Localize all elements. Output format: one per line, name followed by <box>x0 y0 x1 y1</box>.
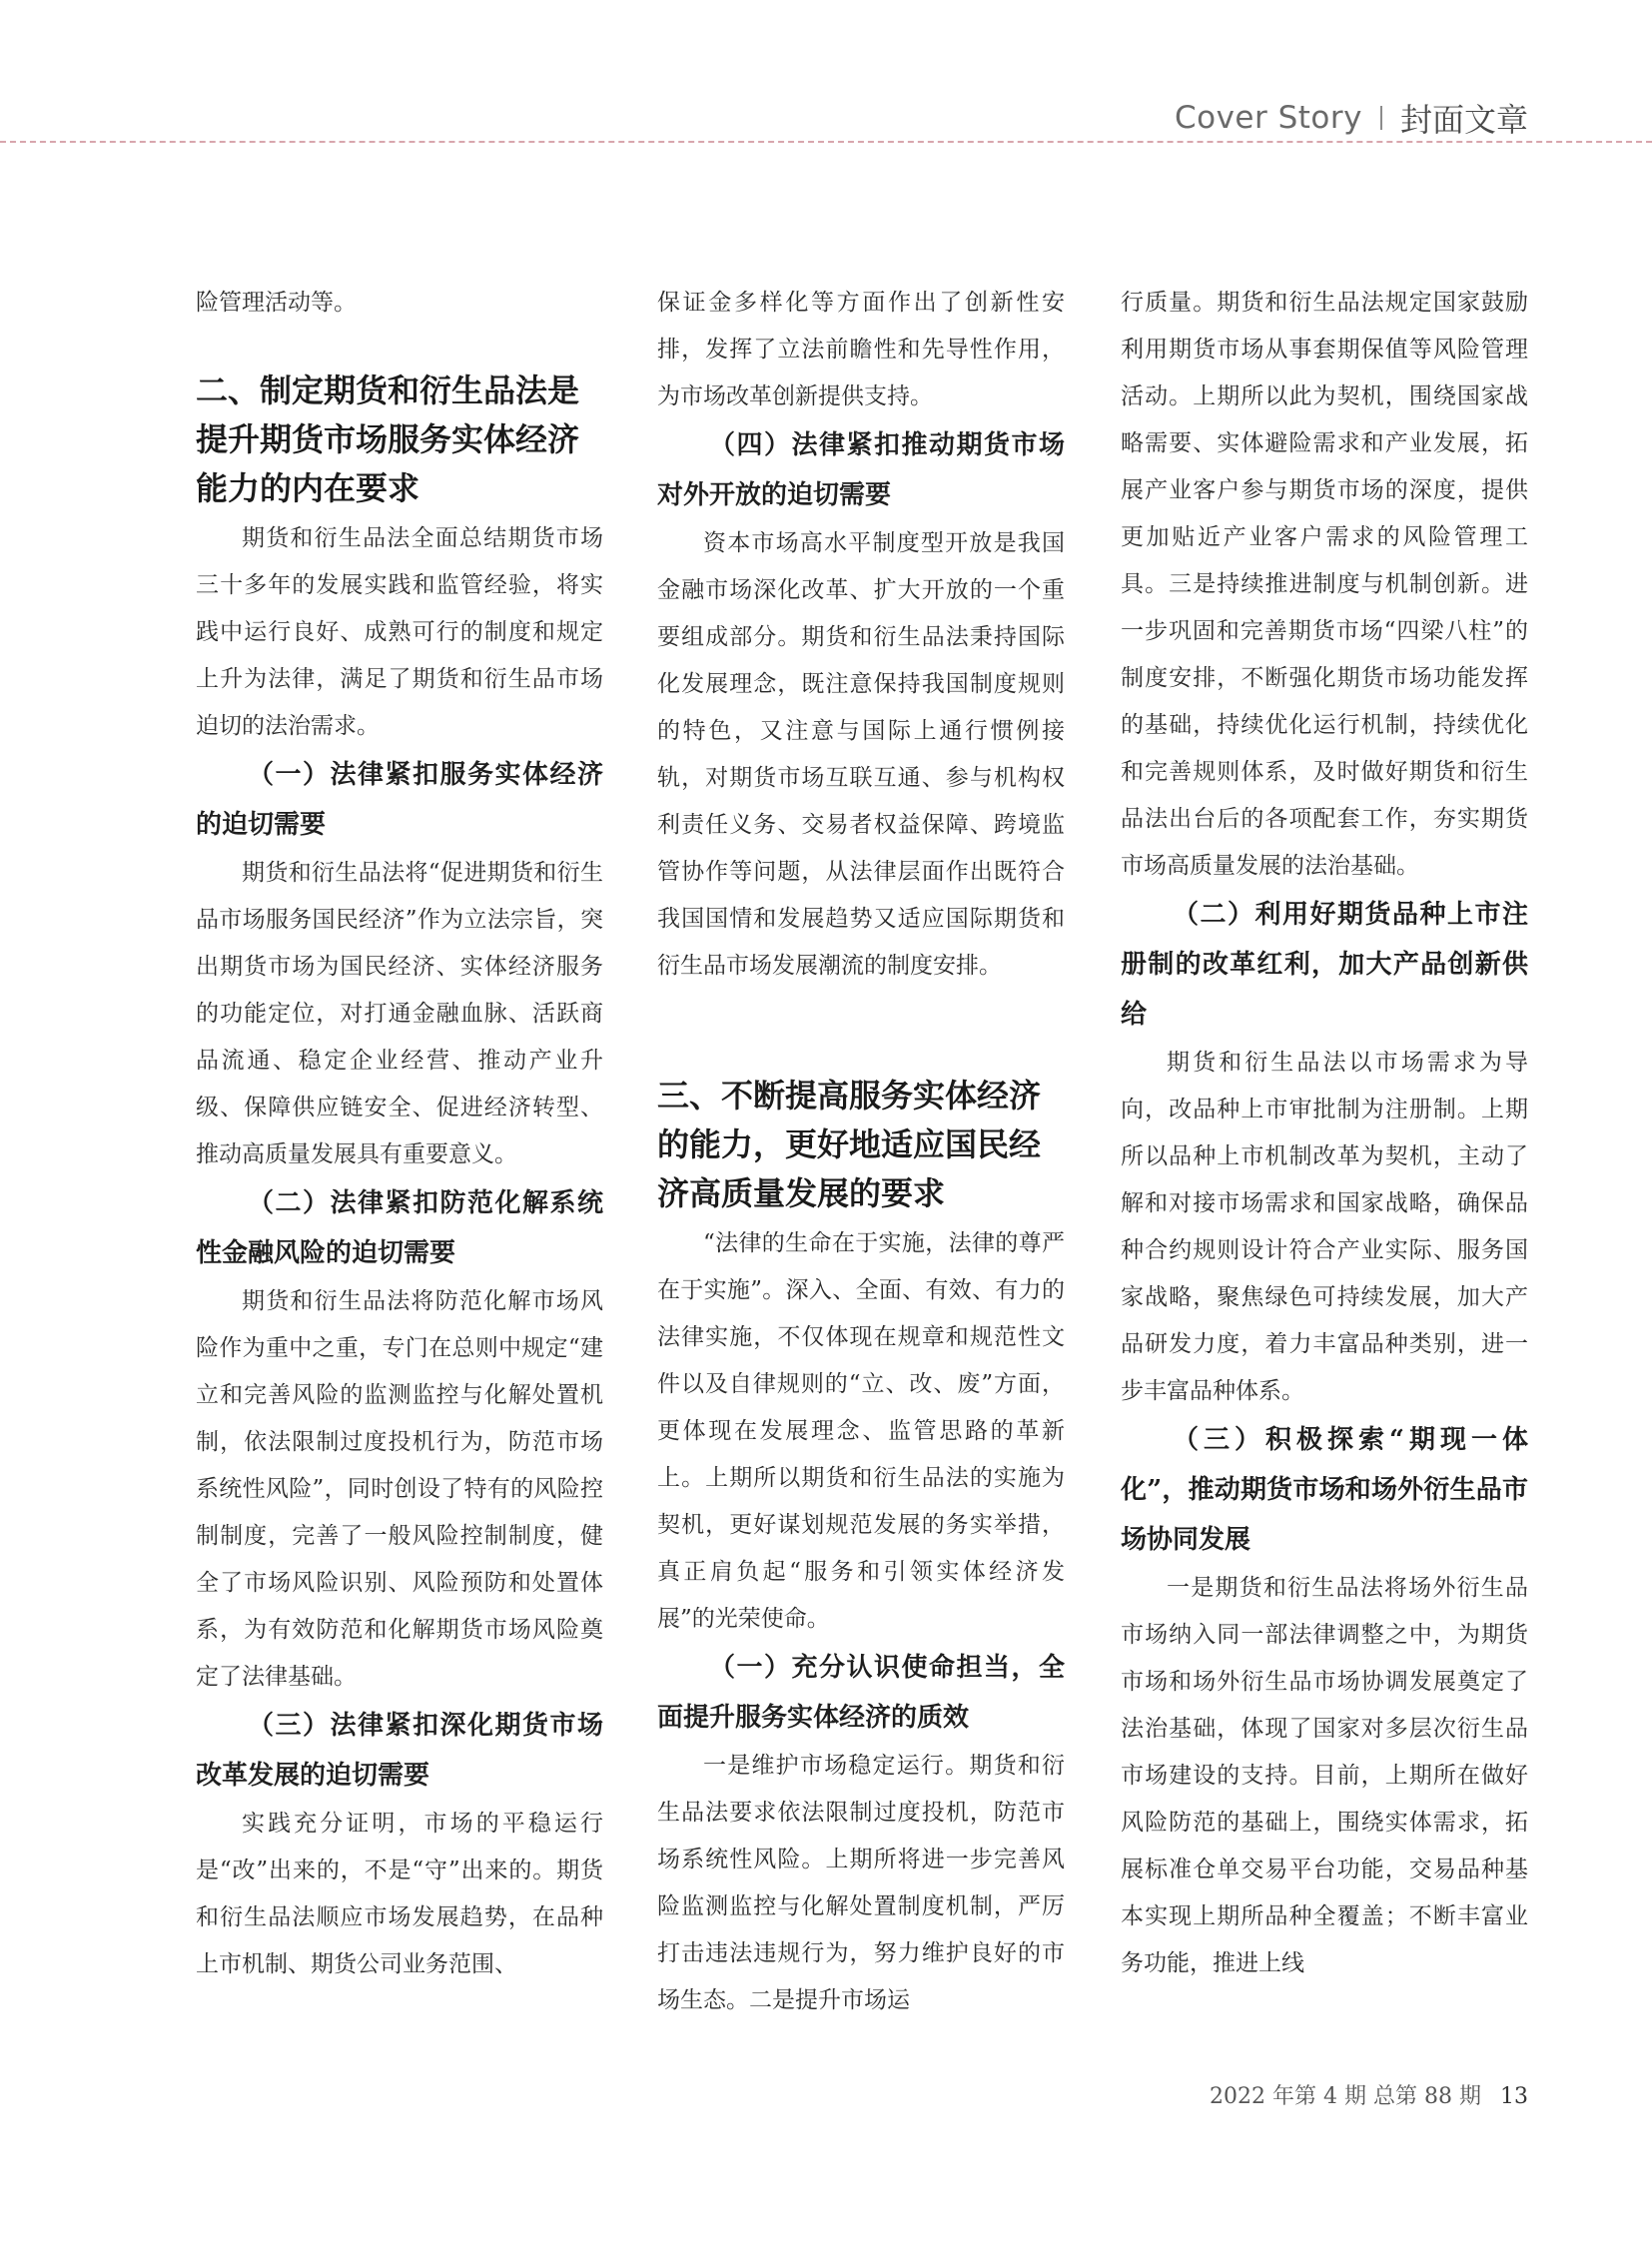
header-divider <box>1380 106 1382 130</box>
body-paragraph: 实践充分证明，市场的平稳运行是“改”出来的，不是“守”出来的。期货和衍生品法顺应市场发展趋势，在品种上市机制、期货公司业务范围、 <box>196 1811 603 1977</box>
body-paragraph: 一是期货和衍生品法将场外衍生品市场纳入同一部法律调整之中，为期货市场和场外衍生品市场协调发展奠定了法治基础，体现了国家对多层次衍生品市场建设的支持。目前，上期所在做好风险防范的基础上，围绕实体需求，拓展标准仓单交易平台功能，交易品种基本实现上期所品种全覆盖；不断丰富业务功能，推进上线 <box>1121 1575 1528 1976</box>
article-column-3 <box>1121 280 1528 2017</box>
page-number: 13 <box>1500 2084 1528 2109</box>
body-paragraph: “法律的生命在于实施，法律的尊严在于实施”。深入、全面、有效、有力的法律实施，不仅体现在规章和规范性文件以及自律规则的“立、改、废”方面，更体现在发展理念、监管思路的革新上。上期所以期货和衍生品法的实施为契机，更好谋划规范发展的务实举措，真正肩负起“服务和引领实体经济发展”的光荣使命。 <box>657 1230 1065 1632</box>
body-paragraph: 资本市场高水平制度型开放是我国金融市场深化改革、扩大开放的一个重要组成部分。期货和衍生品法秉持国际化发展理念，既注意保持我国制度规则的特色，又注意与国际上通行惯例接轨，对期货市场互联互通、参与机构权利责任义务、交易者权益保障、跨境监管协作等问题，从法律层面作出既符合我国国情和发展趋势又适应国际期货和衍生品市场发展潮流的制度安排。 <box>657 530 1065 979</box>
body-paragraph: 保证金多样化等方面作出了创新性安排，发挥了立法前瞻性和先导性作用，为市场改革创新提供支持。 <box>657 290 1065 409</box>
header-dashed-rule <box>0 141 1652 143</box>
body-paragraph: 期货和衍生品法以市场需求为导向，改品种上市审批制为注册制。上期所以品种上市机制改革为契机，主动了解和对接市场需求和国家战略，确保品种合约规则设计符合产业实际、服务国家战略，聚焦绿色可持续发展，加大产品研发力度，着力丰富品种类别，进一步丰富品种体系。 <box>1121 1050 1528 1404</box>
body-paragraph: 期货和衍生品法将“促进期货和衍生品市场服务国民经济”作为立法宗旨，突出期货市场为国民经济、实体经济服务的功能定位，对打通金融血脉、活跃商品流通、稳定企业经营、推动产业升级、保障供应链安全、促进经济转型、推动高质量发展具有重要意义。 <box>196 860 603 1167</box>
subsection-heading: （三）积极探索“期现一体化”，推动期货市场和场外衍生品市场协同发展 <box>1121 1425 1528 1555</box>
page-footer <box>1210 2079 1528 2110</box>
body-paragraph: 期货和衍生品法将防范化解市场风险作为重中之重，专门在总则中规定“建立和完善风险的监测监控与化解处置机制，依法限制过度投机行为，防范市场系统性风险”，同时创设了特有的风险控制制度，完善了一般风险控制制度，健全了市场风险识别、风险预防和处置体系，为有效防范和化解期货市场风险奠定了法律基础。 <box>196 1288 603 1690</box>
subsection-heading: （三）法律紧扣深化期货市场改革发展的迫切需要 <box>196 1711 603 1791</box>
body-paragraph: 一是维护市场稳定运行。期货和衍生品法要求依法限制过度投机，防范市场系统性风险。上期所将进一步完善风险监测监控与化解处置制度机制，严厉打击违法违规行为，努力维护良好的市场生态。二是提升市场运 <box>657 1753 1065 2013</box>
body-paragraph: 险管理活动等。 <box>196 290 357 316</box>
subsection-heading: （二）法律紧扣防范化解系统性金融风险的迫切需要 <box>196 1188 603 1268</box>
body-paragraph: 期货和衍生品法全面总结期货市场三十多年的发展实践和监管经验，将实践中运行良好、成熟可行的制度和规定上升为法律，满足了期货和衍生品市场迫切的法治需求。 <box>196 525 603 739</box>
article-column-2 <box>657 280 1065 2017</box>
subsection-heading: （一）法律紧扣服务实体经济的迫切需要 <box>196 760 603 840</box>
subsection-heading: （一）充分认识使命担当，全面提升服务实体经济的质效 <box>657 1653 1065 1733</box>
section-title-cn: 封面文章 <box>1399 101 1528 139</box>
subsection-heading: （二）利用好期货品种上市注册制的改革红利，加大产品创新供给 <box>1121 900 1528 1030</box>
article-column-1 <box>196 280 603 2017</box>
section-header <box>1175 96 1528 140</box>
section-title-en: Cover Story <box>1174 100 1362 136</box>
section-heading: 三、不断提高服务实体经济的能力，更好地适应国民经济高质量发展的要求 <box>657 1077 1042 1212</box>
subsection-heading: （四）法律紧扣推动期货市场对外开放的迫切需要 <box>657 430 1065 510</box>
section-heading: 二、制定期货和衍生品法是提升期货市场服务实体经济能力的内在要求 <box>196 372 580 507</box>
issue-info: 2022 年第 4 期 总第 88 期 <box>1210 2084 1481 2109</box>
body-paragraph: 行质量。期货和衍生品法规定国家鼓励利用期货市场从事套期保值等风险管理活动。上期所以此为契机，围绕国家战略需要、实体避险需求和产业发展，拓展产业客户参与期货市场的深度，提供更加贴近产业客户需求的风险管理工具。三是持续推进制度与机制创新。进一步巩固和完善期货市场“四梁八柱”的制度安排，不断强化期货市场功能发挥的基础，持续优化运行机制，持续优化和完善规则体系，及时做好期货和衍生品法出台后的各项配套工作，夯实期货市场高质量发展的法治基础。 <box>1121 290 1528 879</box>
